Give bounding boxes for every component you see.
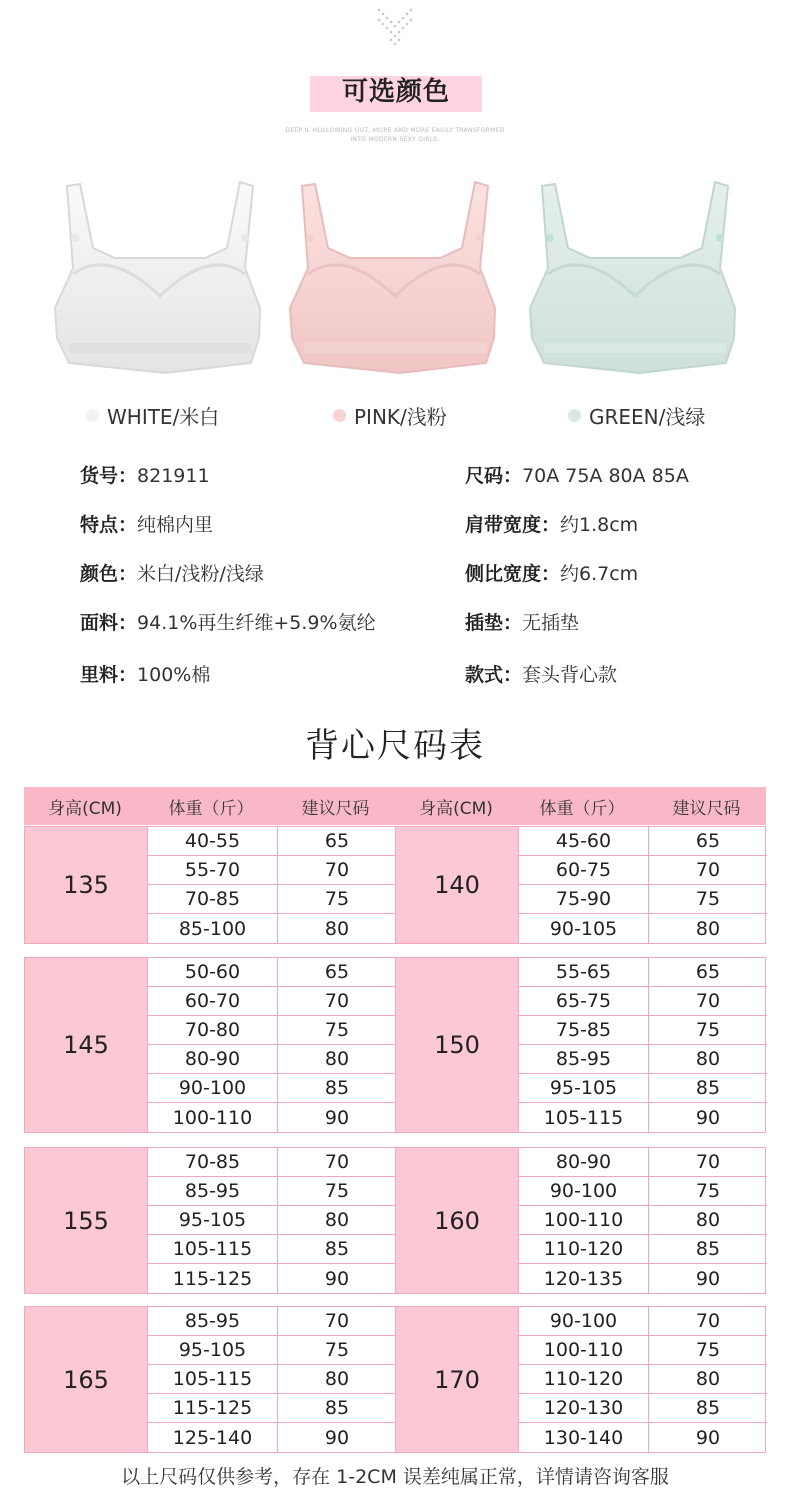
size-cell: 75 xyxy=(695,888,721,910)
color-option-white[interactable] xyxy=(86,401,219,429)
table-row xyxy=(519,1206,767,1235)
weight-cell: 100-110 xyxy=(148,1103,278,1132)
height-cell: 165 xyxy=(25,1307,147,1452)
weight-cell: 85-95 xyxy=(519,1045,649,1073)
weight-cell: 65-75 xyxy=(519,987,649,1015)
spec-item-number xyxy=(80,461,210,488)
spec-key: 侧比宽度： xyxy=(465,563,561,585)
table-row xyxy=(519,1235,767,1264)
table-row xyxy=(148,1148,396,1177)
size-cell: 80 xyxy=(695,1368,721,1390)
weight-cell: 105-115 xyxy=(148,1365,278,1393)
size-cell: 70 xyxy=(324,1151,350,1173)
spec-value: 无插垫 xyxy=(522,612,580,634)
table-row xyxy=(148,1103,396,1132)
table-row xyxy=(519,885,767,914)
weight-cell: 90-100 xyxy=(519,1177,649,1205)
size-cell: 90 xyxy=(695,1106,721,1129)
table-row xyxy=(519,1394,767,1423)
size-cell: 90 xyxy=(324,1426,350,1449)
product-image-pink xyxy=(280,178,510,388)
size-cell: 65 xyxy=(324,830,350,852)
weight-cell: 50-60 xyxy=(148,958,278,986)
size-cell: 70 xyxy=(324,859,350,881)
table-row xyxy=(148,1423,396,1452)
color-dot-icon xyxy=(86,409,99,422)
table-row xyxy=(148,1394,396,1423)
table-row xyxy=(519,1045,767,1074)
spec-fabric xyxy=(80,608,376,635)
size-cell: 80 xyxy=(324,1209,350,1231)
height-cell: 150 xyxy=(396,958,518,1132)
spec-value: 821911 xyxy=(137,465,210,487)
spec-value: 约6.7cm xyxy=(560,563,639,585)
size-cell: 75 xyxy=(324,1180,350,1202)
table-row xyxy=(519,1307,767,1336)
column-divider xyxy=(395,1148,396,1293)
table-row xyxy=(148,1264,396,1293)
height-cell: 170 xyxy=(396,1307,518,1452)
table-row xyxy=(148,1307,396,1336)
size-cell: 85 xyxy=(324,1238,350,1260)
table-row xyxy=(519,827,767,856)
spec-lining xyxy=(80,660,210,687)
weight-cell: 90-100 xyxy=(148,1074,278,1102)
header-height: 身高(CM) xyxy=(419,798,493,819)
size-block xyxy=(24,826,766,944)
tagline xyxy=(240,126,550,144)
table-row xyxy=(148,827,396,856)
weight-cell: 95-105 xyxy=(519,1074,649,1102)
size-cell: 75 xyxy=(324,1339,350,1361)
weight-cell: 110-120 xyxy=(519,1365,649,1393)
size-chart-title: 背心尺码表 xyxy=(305,726,485,766)
section-title: 可选颜色 xyxy=(341,77,450,107)
spec-value: 套头背心款 xyxy=(522,664,618,686)
header-weight: 体重（斤） xyxy=(168,798,254,819)
weight-cell: 85-95 xyxy=(148,1307,278,1335)
size-cell: 80 xyxy=(695,1209,721,1231)
height-cell: 140 xyxy=(396,827,518,943)
weight-cell: 40-55 xyxy=(148,827,278,855)
spec-key: 特点： xyxy=(80,514,138,536)
size-cell: 70 xyxy=(695,1151,721,1173)
weight-cell: 115-125 xyxy=(148,1394,278,1422)
weight-cell: 130-140 xyxy=(519,1423,649,1452)
size-cell: 75 xyxy=(324,1019,350,1041)
weight-cell: 60-75 xyxy=(519,856,649,884)
spec-key: 面料： xyxy=(80,612,138,634)
spec-feature xyxy=(80,510,213,537)
weight-cell: 105-115 xyxy=(519,1103,649,1132)
tagline-line-1: DEEP IL HOLLOWING OUT, MORE AND MORE EASILY TRANSFORMED xyxy=(285,127,505,134)
weight-cell: 120-130 xyxy=(519,1394,649,1422)
size-block xyxy=(24,957,766,1133)
weight-cell: 75-85 xyxy=(519,1016,649,1044)
weight-cell: 45-60 xyxy=(519,827,649,855)
weight-cell: 95-105 xyxy=(148,1336,278,1364)
weight-cell: 90-105 xyxy=(519,914,649,943)
size-cell: 85 xyxy=(324,1397,350,1419)
header-size: 建议尺码 xyxy=(301,798,370,819)
weight-cell: 85-100 xyxy=(148,914,278,943)
size-cell: 70 xyxy=(324,1310,350,1332)
table-row xyxy=(148,1177,396,1206)
table-row xyxy=(519,1423,767,1452)
product-image-green xyxy=(520,178,750,388)
spec-value: 约1.8cm xyxy=(560,514,639,536)
column-divider xyxy=(395,827,396,943)
size-cell: 70 xyxy=(695,990,721,1012)
size-cell: 70 xyxy=(695,859,721,881)
size-cell: 90 xyxy=(695,1267,721,1290)
size-block xyxy=(24,1147,766,1294)
spec-key: 货号： xyxy=(80,465,138,487)
table-row xyxy=(519,958,767,987)
size-cell: 65 xyxy=(695,830,721,852)
weight-cell: 60-70 xyxy=(148,987,278,1015)
weight-cell: 115-125 xyxy=(148,1264,278,1293)
weight-cell: 90-100 xyxy=(519,1307,649,1335)
size-cell: 65 xyxy=(324,961,350,983)
spec-key: 肩带宽度： xyxy=(465,514,561,536)
size-cell: 90 xyxy=(695,1426,721,1449)
spec-key: 里料： xyxy=(80,664,138,686)
size-cell: 90 xyxy=(324,1106,350,1129)
table-row xyxy=(148,1074,396,1103)
spec-value: 100%棉 xyxy=(137,664,211,686)
spec-key: 款式： xyxy=(465,664,523,686)
weight-cell: 80-90 xyxy=(519,1148,649,1176)
spec-key: 插垫： xyxy=(465,612,523,634)
weight-cell: 100-110 xyxy=(519,1336,649,1364)
table-row xyxy=(148,1045,396,1074)
weight-cell: 125-140 xyxy=(148,1423,278,1452)
table-row xyxy=(519,1177,767,1206)
header-weight: 体重（斤） xyxy=(539,798,625,819)
column-divider xyxy=(395,958,396,1132)
weight-cell: 70-85 xyxy=(148,1148,278,1176)
spec-value: 70A 75A 80A 85A xyxy=(522,465,689,487)
spec-style xyxy=(465,660,617,687)
weight-cell: 110-120 xyxy=(519,1235,649,1263)
color-option-label: PINK/浅粉 xyxy=(354,404,447,429)
table-row xyxy=(148,914,396,943)
weight-cell: 100-110 xyxy=(519,1206,649,1234)
table-row xyxy=(148,856,396,885)
table-row xyxy=(519,1148,767,1177)
table-row xyxy=(519,1103,767,1132)
size-chart-note: 以上尺码仅供参考，存在 1-2CM 误差纯属正常，详情请咨询客服 xyxy=(121,1466,669,1488)
weight-cell: 70-80 xyxy=(148,1016,278,1044)
table-row xyxy=(148,1336,396,1365)
table-row xyxy=(148,1235,396,1264)
size-cell: 75 xyxy=(695,1339,721,1361)
spec-side-width xyxy=(465,559,638,586)
color-option-green[interactable] xyxy=(568,401,705,429)
spec-key: 尺码： xyxy=(465,465,523,487)
spec-key: 颜色： xyxy=(80,563,138,585)
weight-cell: 95-105 xyxy=(148,1206,278,1234)
chevron-down-icon xyxy=(375,2,415,48)
table-row xyxy=(519,914,767,943)
table-row xyxy=(148,885,396,914)
size-cell: 90 xyxy=(324,1267,350,1290)
spec-value: 94.1%再生纤维+5.9%氨纶 xyxy=(137,612,376,634)
weight-cell: 85-95 xyxy=(148,1177,278,1205)
spec-padding xyxy=(465,608,579,635)
weight-cell: 70-85 xyxy=(148,885,278,913)
height-cell: 135 xyxy=(25,827,147,943)
column-divider xyxy=(395,1307,396,1452)
size-cell: 80 xyxy=(324,1368,350,1390)
height-cell: 145 xyxy=(25,958,147,1132)
tagline-line-2: INTO MODERN SEXY GIRLS. xyxy=(350,136,440,143)
size-cell: 80 xyxy=(695,917,721,940)
size-cell: 85 xyxy=(324,1077,350,1099)
table-row xyxy=(519,1074,767,1103)
header-height: 身高(CM) xyxy=(48,798,122,819)
size-cell: 80 xyxy=(324,917,350,940)
size-cell: 85 xyxy=(695,1238,721,1260)
spec-value: 米白/浅粉/浅绿 xyxy=(137,563,264,585)
color-option-pink[interactable] xyxy=(333,401,447,429)
table-row xyxy=(148,958,396,987)
size-cell: 65 xyxy=(695,961,721,983)
weight-cell: 105-115 xyxy=(148,1235,278,1263)
size-block xyxy=(24,1306,766,1453)
size-cell: 75 xyxy=(324,888,350,910)
spec-size xyxy=(465,461,689,488)
weight-cell: 80-90 xyxy=(148,1045,278,1073)
table-row xyxy=(148,1016,396,1045)
table-row xyxy=(148,1365,396,1394)
size-cell: 75 xyxy=(695,1180,721,1202)
color-option-label: WHITE/米白 xyxy=(107,404,220,429)
spec-value: 纯棉内里 xyxy=(137,514,214,536)
spec-strap-width xyxy=(465,510,638,537)
weight-cell: 120-135 xyxy=(519,1264,649,1293)
color-dot-icon xyxy=(568,409,581,422)
size-cell: 75 xyxy=(695,1019,721,1041)
weight-cell: 55-65 xyxy=(519,958,649,986)
product-image-white xyxy=(45,178,275,388)
size-cell: 85 xyxy=(695,1077,721,1099)
table-row xyxy=(519,1365,767,1394)
spec-color xyxy=(80,559,264,586)
height-cell: 160 xyxy=(396,1148,518,1293)
table-row xyxy=(519,1016,767,1045)
color-option-label: GREEN/浅绿 xyxy=(589,404,706,429)
table-row xyxy=(148,987,396,1016)
size-chart-header xyxy=(24,787,766,825)
size-cell: 70 xyxy=(695,1310,721,1332)
size-cell: 85 xyxy=(695,1397,721,1419)
size-cell: 80 xyxy=(695,1048,721,1070)
header-size: 建议尺码 xyxy=(672,798,741,819)
color-dot-icon xyxy=(333,409,346,422)
height-cell: 155 xyxy=(25,1148,147,1293)
weight-cell: 75-90 xyxy=(519,885,649,913)
table-row xyxy=(519,1336,767,1365)
table-row xyxy=(519,987,767,1016)
table-row xyxy=(148,1206,396,1235)
weight-cell: 55-70 xyxy=(148,856,278,884)
size-cell: 80 xyxy=(324,1048,350,1070)
table-row xyxy=(519,1264,767,1293)
table-row xyxy=(519,856,767,885)
size-cell: 70 xyxy=(324,990,350,1012)
